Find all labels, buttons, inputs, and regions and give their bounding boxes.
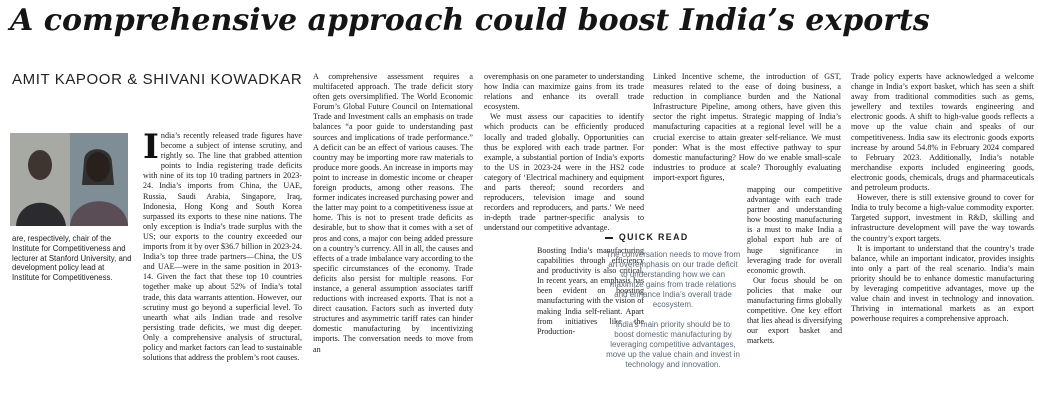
photo-caption: are, respectively, chair of the Institute for Competitiveness and lecturer at Stanford University, and development policy lead at Institute for Competitiveness. (12, 234, 132, 283)
article-paragraph: We must assess our capacities to identify which products can be efficiently produced locally and traded globally. Opportunities can thus be explored with each trade partner. For example, a substantial portion of India’s exports to the US in 2023-24 were in the HS2 code category of ‘Electrical machinery and equipment and parts thereof; sound recorders and reproducers, television image and sound recorders and reproducers, and parts.’ We need in-depth trade partner-specific analysis to understand our competitive advantage. (484, 112, 644, 233)
article-column-5 (851, 72, 1034, 402)
quick-read-item: The conversation needs to move from an overemphasis on our trade deficit to understanding how we can maximize gains from trade relations and enhance India’s overall trade ecosystem. (605, 250, 741, 309)
article-paragraph: mapping our competitive advantage with each trade partner and understanding how boosting manufacturing is a must to make India a global export hub are of huge significance in leveraging trade for overall economic growth. (747, 185, 842, 275)
heading-rule (605, 237, 613, 239)
article-paragraph: Trade policy experts have acknowledged a welcome change in India’s export basket, which has seen a shift away from traditional commodities such as gems, jewellery and textiles towards engineering and electronic goods. A shift to high-value goods reflects a move up the value chain and speaks of our competitiveness. India saw its electronic goods exports increase by around 54.8% in February 2024 compared to February 2023. Additionally, India’s notable merchandise exports included engineering goods, electronic goods, chemicals, drugs and pharmaceuticals and petroleum products. (851, 72, 1034, 193)
article-paragraph: However, there is still extensive ground to cover for India to truly become a high-value commodity exporter. Targeted support, investment in R&D, skilling and infrastructure development will pave the way towards the country’s export targets. (851, 193, 1034, 243)
author-photo-image (10, 133, 128, 226)
article-column-2 (313, 72, 473, 402)
column-4-upper (653, 72, 841, 184)
drop-cap: I (143, 131, 159, 167)
article-paragraph: Our focus should be on policies that make our manufacturing firms globally competitive. One key effort that lies ahead is diversifying our export basket and markets. (747, 275, 842, 346)
headline: A comprehensive approach could boost India’s exports (10, 3, 930, 38)
article-paragraph (143, 131, 302, 363)
quick-read-item: India’s main priority should be to boost domestic manufacturing by leveraging competitive advantages, move up the value chain and invest in technology and innovation. (606, 320, 740, 369)
column-3-upper (484, 72, 644, 248)
article-column-1 (143, 131, 302, 401)
article-paragraph: It is important to understand that the country’s trade balance, while an important indicator, provides insights into only a part of the real scenario. India’s main priority should be to enhance domestic manufacturing by leveraging competitive advantages, move up the value chain and invest in technology and innovation. Thriving in international markets as an export powerhouse requires a comprehensive approach. (851, 243, 1034, 324)
byline: AMIT KAPOOR & SHIVANI KOWADKAR (12, 71, 303, 88)
article-paragraph: Linked Incentive scheme, the introduction of GST, measures related to the ease of doing business, a reduction in compliance burden and the National Infrastructure Pipeline, among others, have given this sector the right impetus. Strategic mapping of India’s manufacturing capacities at a regional level will be a crucial exercise to attain greater self-reliance. We must ponder: What is the most effective pathway to spur domestic manufacturing? How do we enable small-scale industries to produce at scale? Thoroughly evaluating import-export figures, (653, 72, 841, 182)
article-paragraph: A comprehensive assessment requires a multifaceted approach. The trade deficit story often gets oversimplified. The World Economic Forum’s Global Future Council on International Trade and Investment calls an emphasis on trade balances “a poor guide to understanding past sources and implications of trade performance.” A deficit can be an effect of various causes. The country may be importing more raw materials to produce more goods. An increase in imports may point to increase in domestic income or cheaper foreign products, among other reasons. The former indicates increased purchasing power and the latter may point to a competitiveness issue at home. This is not to present trade deficits as desirable, but to show that it comes with a set of pros and cons, a major con being added pressure on a country’s currency. All in all, the causes and effects of a trade imbalance vary according to the specific circumstances of the economy. Trade deficits also persist for multiple reasons. For instance, a general assumption associates tariff reductions with increased exports. That is not a direct causation. Factors such as inverted duty structures and asymmetric tariff rates can hinder domestic manufacturing by incentivizing imports. The conversation needs to move from an (313, 72, 473, 354)
article-column-4-lower (747, 185, 842, 347)
article-paragraph: Boosting India’s manufacturing capabilities through efficiency and productivity is also critical. In recent years, an emphasis has been evident on boosting manufacturing with the vision of making India self-reliant. Apart from initiatives like the Production- (537, 246, 644, 336)
author-photo (10, 133, 128, 226)
article-paragraph: overemphasis on one parameter to understanding how India can maximize gains from its trade relations and enhance its overall trade ecosystem. (484, 72, 644, 112)
paragraph-text: ndia’s recently released trade figures have become a subject of intense scrutiny, and rightly so. The line that grabbed attention points to India registering trade deficits with nine of its top 10 trading partners in 2023-24. India’s imports from China, the UAE, Russia, Saudi Arabia, Singapore, Iraq, Indonesia, Hong Kong and South Korea surpassed its exports to these nine nations. The only exception is India’s trade surplus with the US; our exports to the country exceeded our imports from it by over $36.7 billion in 2023-24. India’s top three trade partners—China, the US and UAE—were in the same position in 2013-14. Given the fact that these top 10 countries together make up about 52% of India’s total trade, this data warrants attention. However, our scrutiny must go beyond a superficial level. To unearth what ails Indian trade and resolve persisting trade deficits, we must dig deeper. Only a comprehensive analysis of structural, policy and market factors can lead to sustainable solutions that address the problem’s root causes. (143, 131, 302, 363)
quick-read-heading: QUICK READ (605, 232, 741, 242)
